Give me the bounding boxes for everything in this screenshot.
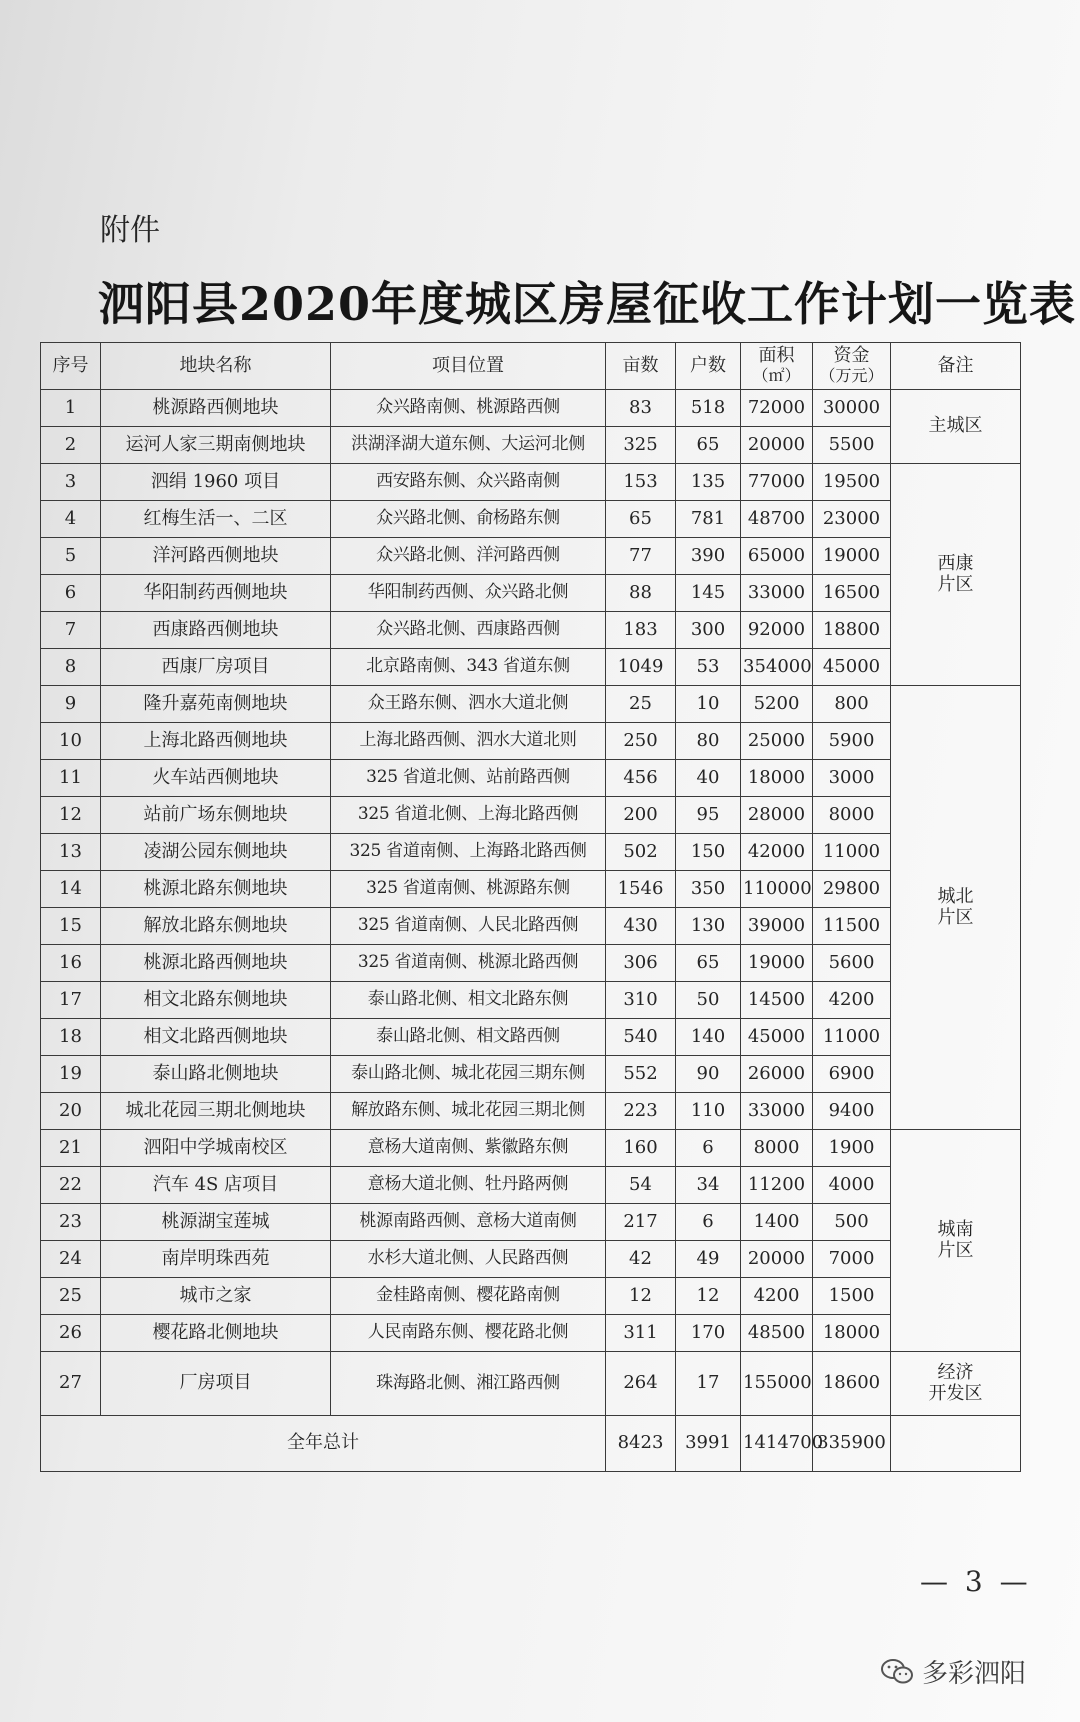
row-location: 泰山路北侧、相文路西侧 <box>331 1019 606 1056</box>
row-funds: 18000 <box>813 1315 891 1352</box>
row-funds: 16500 <box>813 575 891 612</box>
row-mu: 223 <box>606 1093 676 1130</box>
row-funds: 6900 <box>813 1056 891 1093</box>
row-plot-name: 泰山路北侧地块 <box>101 1056 331 1093</box>
table-row <box>41 1315 1021 1352</box>
row-area: 42000 <box>741 834 813 871</box>
row-households: 140 <box>676 1019 741 1056</box>
total-remark-empty <box>891 1416 1021 1472</box>
row-plot-name: 厂房项目 <box>101 1352 331 1416</box>
row-area: 155000 <box>741 1352 813 1416</box>
header-no: 序号 <box>41 343 101 390</box>
row-funds: 19000 <box>813 538 891 575</box>
row-funds: 7000 <box>813 1241 891 1278</box>
header-funds <box>813 343 891 390</box>
table-row <box>41 908 1021 945</box>
total-area: 1414700 <box>741 1416 813 1472</box>
row-location: 泰山路北侧、相文北路东侧 <box>331 982 606 1019</box>
remark-text: 开发区 <box>928 1382 983 1404</box>
row-mu: 325 <box>606 427 676 464</box>
row-households: 6 <box>676 1204 741 1241</box>
row-mu: 12 <box>606 1278 676 1315</box>
row-location: 众兴路北侧、洋河路西侧 <box>331 538 606 575</box>
remark-chengbei <box>891 686 1021 1130</box>
table-row <box>41 1093 1021 1130</box>
row-location: 泰山路北侧、城北花园三期东侧 <box>331 1056 606 1093</box>
table-row <box>41 390 1021 427</box>
row-funds: 800 <box>813 686 891 723</box>
row-households: 350 <box>676 871 741 908</box>
row-households: 95 <box>676 797 741 834</box>
row-mu: 160 <box>606 1130 676 1167</box>
row-plot-name: 相文北路东侧地块 <box>101 982 331 1019</box>
row-location: 325 省道南侧、人民北路西侧 <box>331 908 606 945</box>
row-funds: 11000 <box>813 834 891 871</box>
total-row <box>41 1416 1021 1472</box>
row-location: 意杨大道北侧、牡丹路两侧 <box>331 1167 606 1204</box>
row-area: 92000 <box>741 612 813 649</box>
row-funds: 30000 <box>813 390 891 427</box>
row-mu: 310 <box>606 982 676 1019</box>
remark-xikang <box>891 464 1021 686</box>
table-row <box>41 723 1021 760</box>
row-no: 26 <box>41 1315 101 1352</box>
row-plot-name: 凌湖公园东侧地块 <box>101 834 331 871</box>
row-plot-name: 相文北路西侧地块 <box>101 1019 331 1056</box>
table-row <box>41 1204 1021 1241</box>
row-mu: 1546 <box>606 871 676 908</box>
row-location: 西安路东侧、众兴路南侧 <box>331 464 606 501</box>
table-row <box>41 1056 1021 1093</box>
row-mu: 88 <box>606 575 676 612</box>
row-no: 27 <box>41 1352 101 1416</box>
row-mu: 502 <box>606 834 676 871</box>
row-households: 150 <box>676 834 741 871</box>
row-households: 65 <box>676 945 741 982</box>
table-row <box>41 501 1021 538</box>
row-no: 6 <box>41 575 101 612</box>
row-no: 15 <box>41 908 101 945</box>
table-row <box>41 1352 1021 1416</box>
row-mu: 77 <box>606 538 676 575</box>
row-households: 53 <box>676 649 741 686</box>
wechat-watermark <box>880 1653 1026 1690</box>
total-mu: 8423 <box>606 1416 676 1472</box>
row-area: 33000 <box>741 575 813 612</box>
total-households: 3991 <box>676 1416 741 1472</box>
row-households: 90 <box>676 1056 741 1093</box>
row-mu: 153 <box>606 464 676 501</box>
table-row <box>41 538 1021 575</box>
table-row <box>41 1019 1021 1056</box>
row-funds: 500 <box>813 1204 891 1241</box>
remark-chengnan <box>891 1130 1021 1352</box>
row-households: 17 <box>676 1352 741 1416</box>
row-no: 25 <box>41 1278 101 1315</box>
row-location: 325 省道北侧、上海北路西侧 <box>331 797 606 834</box>
row-area: 48500 <box>741 1315 813 1352</box>
row-funds: 3000 <box>813 760 891 797</box>
row-mu: 25 <box>606 686 676 723</box>
header-area-label: 面积 <box>758 345 795 367</box>
row-mu: 54 <box>606 1167 676 1204</box>
remark-text: 经济 <box>937 1361 974 1383</box>
header-households: 户数 <box>676 343 741 390</box>
row-households: 12 <box>676 1278 741 1315</box>
remark-text: 城南 <box>937 1218 974 1240</box>
table-row <box>41 612 1021 649</box>
table-row <box>41 649 1021 686</box>
row-location: 水杉大道北侧、人民路西侧 <box>331 1241 606 1278</box>
table-row <box>41 464 1021 501</box>
row-no: 13 <box>41 834 101 871</box>
row-location: 人民南路东侧、樱花路北侧 <box>331 1315 606 1352</box>
row-funds: 11000 <box>813 1019 891 1056</box>
row-no: 21 <box>41 1130 101 1167</box>
row-area: 19000 <box>741 945 813 982</box>
row-mu: 311 <box>606 1315 676 1352</box>
row-plot-name: 火车站西侧地块 <box>101 760 331 797</box>
row-area: 48700 <box>741 501 813 538</box>
row-no: 8 <box>41 649 101 686</box>
row-no: 5 <box>41 538 101 575</box>
row-area: 39000 <box>741 908 813 945</box>
row-mu: 250 <box>606 723 676 760</box>
document-title: 泗阳县2020年度城区房屋征收工作计划一览表 <box>98 277 1077 331</box>
row-funds: 5900 <box>813 723 891 760</box>
header-location: 项目位置 <box>331 343 606 390</box>
row-funds: 11500 <box>813 908 891 945</box>
row-households: 781 <box>676 501 741 538</box>
row-plot-name: 西康厂房项目 <box>101 649 331 686</box>
row-funds: 45000 <box>813 649 891 686</box>
remark-text: 片区 <box>937 906 974 928</box>
row-plot-name: 上海北路西侧地块 <box>101 723 331 760</box>
remark-main-city <box>891 390 1021 464</box>
row-location: 325 省道南侧、上海路北路西侧 <box>331 834 606 871</box>
row-no: 24 <box>41 1241 101 1278</box>
row-funds: 9400 <box>813 1093 891 1130</box>
row-funds: 4200 <box>813 982 891 1019</box>
row-area: 8000 <box>741 1130 813 1167</box>
row-location: 华阳制药西侧、众兴路北侧 <box>331 575 606 612</box>
header-funds-label: 资金 <box>833 345 870 367</box>
remark-economic-zone <box>891 1352 1021 1416</box>
row-location: 众兴路北侧、西康路西侧 <box>331 612 606 649</box>
watermark-text: 多彩泗阳 <box>922 1659 1027 1689</box>
header-funds-unit: （万元） <box>819 366 884 386</box>
row-households: 130 <box>676 908 741 945</box>
remark-text: 主城区 <box>928 415 983 437</box>
row-no: 7 <box>41 612 101 649</box>
row-no: 10 <box>41 723 101 760</box>
remark-text: 西康 <box>937 552 974 574</box>
row-plot-name: 桃源北路东侧地块 <box>101 871 331 908</box>
row-plot-name: 西康路西侧地块 <box>101 612 331 649</box>
row-funds: 5500 <box>813 427 891 464</box>
row-location: 珠海路北侧、湘江路西侧 <box>331 1352 606 1416</box>
table-row <box>41 982 1021 1019</box>
table-row <box>41 945 1021 982</box>
row-area: 26000 <box>741 1056 813 1093</box>
row-location: 意杨大道南侧、紫徽路东侧 <box>331 1130 606 1167</box>
table-header-row <box>41 343 1021 390</box>
row-location: 桃源南路西侧、意杨大道南侧 <box>331 1204 606 1241</box>
row-area: 354000 <box>741 649 813 686</box>
table-row <box>41 1278 1021 1315</box>
row-location: 众兴路南侧、桃源路西侧 <box>331 390 606 427</box>
row-households: 40 <box>676 760 741 797</box>
row-plot-name: 泗阳中学城南校区 <box>101 1130 331 1167</box>
row-area: 20000 <box>741 1241 813 1278</box>
row-plot-name: 洋河路西侧地块 <box>101 538 331 575</box>
row-households: 65 <box>676 427 741 464</box>
row-location: 上海北路西侧、泗水大道北则 <box>331 723 606 760</box>
row-plot-name: 华阳制药西侧地块 <box>101 575 331 612</box>
table-row <box>41 834 1021 871</box>
table-row <box>41 1130 1021 1167</box>
row-plot-name: 站前广场东侧地块 <box>101 797 331 834</box>
row-area: 11200 <box>741 1167 813 1204</box>
row-households: 80 <box>676 723 741 760</box>
header-area-unit: （㎡） <box>752 366 801 386</box>
row-mu: 430 <box>606 908 676 945</box>
row-no: 22 <box>41 1167 101 1204</box>
row-area: 72000 <box>741 390 813 427</box>
row-households: 135 <box>676 464 741 501</box>
row-mu: 456 <box>606 760 676 797</box>
row-area: 5200 <box>741 686 813 723</box>
table-row <box>41 427 1021 464</box>
row-plot-name: 城北花园三期北侧地块 <box>101 1093 331 1130</box>
row-funds: 1900 <box>813 1130 891 1167</box>
row-plot-name: 桃源湖宝莲城 <box>101 1204 331 1241</box>
table-row <box>41 871 1021 908</box>
row-no: 19 <box>41 1056 101 1093</box>
row-no: 20 <box>41 1093 101 1130</box>
row-no: 12 <box>41 797 101 834</box>
row-no: 3 <box>41 464 101 501</box>
table-row <box>41 760 1021 797</box>
row-mu: 200 <box>606 797 676 834</box>
row-plot-name: 运河人家三期南侧地块 <box>101 427 331 464</box>
row-plot-name: 桃源路西侧地块 <box>101 390 331 427</box>
row-no: 11 <box>41 760 101 797</box>
row-area: 33000 <box>741 1093 813 1130</box>
row-households: 34 <box>676 1167 741 1204</box>
row-location: 325 省道北侧、站前路西侧 <box>331 760 606 797</box>
expropriation-plan-table <box>40 342 1021 1472</box>
row-area: 45000 <box>741 1019 813 1056</box>
row-location: 北京路南侧、343 省道东侧 <box>331 649 606 686</box>
row-funds: 19500 <box>813 464 891 501</box>
row-households: 170 <box>676 1315 741 1352</box>
row-plot-name: 泗绢 1960 项目 <box>101 464 331 501</box>
row-mu: 306 <box>606 945 676 982</box>
row-no: 16 <box>41 945 101 982</box>
row-mu: 552 <box>606 1056 676 1093</box>
remark-text: 片区 <box>937 1239 974 1261</box>
header-mu: 亩数 <box>606 343 676 390</box>
row-plot-name: 樱花路北侧地块 <box>101 1315 331 1352</box>
row-location: 325 省道南侧、桃源北路西侧 <box>331 945 606 982</box>
row-funds: 18600 <box>813 1352 891 1416</box>
row-households: 50 <box>676 982 741 1019</box>
row-mu: 264 <box>606 1352 676 1416</box>
row-no: 9 <box>41 686 101 723</box>
row-area: 18000 <box>741 760 813 797</box>
row-households: 300 <box>676 612 741 649</box>
row-funds: 5600 <box>813 945 891 982</box>
row-area: 110000 <box>741 871 813 908</box>
row-plot-name: 桃源北路西侧地块 <box>101 945 331 982</box>
row-households: 110 <box>676 1093 741 1130</box>
remark-text: 片区 <box>937 573 974 595</box>
row-location: 解放路东侧、城北花园三期北侧 <box>331 1093 606 1130</box>
row-mu: 217 <box>606 1204 676 1241</box>
row-area: 4200 <box>741 1278 813 1315</box>
row-plot-name: 解放北路东侧地块 <box>101 908 331 945</box>
row-households: 10 <box>676 686 741 723</box>
table-row <box>41 686 1021 723</box>
total-label: 全年总计 <box>41 1416 606 1472</box>
row-mu: 540 <box>606 1019 676 1056</box>
row-no: 17 <box>41 982 101 1019</box>
row-area: 25000 <box>741 723 813 760</box>
row-area: 77000 <box>741 464 813 501</box>
row-households: 518 <box>676 390 741 427</box>
row-location: 洪湖泽湖大道东侧、大运河北侧 <box>331 427 606 464</box>
row-funds: 29800 <box>813 871 891 908</box>
row-funds: 8000 <box>813 797 891 834</box>
row-funds: 18800 <box>813 612 891 649</box>
header-plot-name: 地块名称 <box>101 343 331 390</box>
row-plot-name: 城市之家 <box>101 1278 331 1315</box>
row-no: 18 <box>41 1019 101 1056</box>
row-mu: 183 <box>606 612 676 649</box>
row-households: 390 <box>676 538 741 575</box>
row-mu: 65 <box>606 501 676 538</box>
total-funds: 335900 <box>813 1416 891 1472</box>
row-location: 金桂路南侧、樱花路南侧 <box>331 1278 606 1315</box>
row-no: 4 <box>41 501 101 538</box>
row-funds: 23000 <box>813 501 891 538</box>
row-no: 1 <box>41 390 101 427</box>
row-plot-name: 南岸明珠西苑 <box>101 1241 331 1278</box>
table-row <box>41 1241 1021 1278</box>
attachment-label: 附件 <box>100 213 160 248</box>
row-area: 14500 <box>741 982 813 1019</box>
row-mu: 83 <box>606 390 676 427</box>
row-location: 众王路东侧、泗水大道北侧 <box>331 686 606 723</box>
table-row <box>41 575 1021 612</box>
row-area: 28000 <box>741 797 813 834</box>
row-households: 6 <box>676 1130 741 1167</box>
row-plot-name: 汽车 4S 店项目 <box>101 1167 331 1204</box>
row-households: 49 <box>676 1241 741 1278</box>
row-no: 23 <box>41 1204 101 1241</box>
table-body <box>41 390 1021 1472</box>
row-households: 145 <box>676 575 741 612</box>
row-area: 20000 <box>741 427 813 464</box>
row-area: 65000 <box>741 538 813 575</box>
row-no: 2 <box>41 427 101 464</box>
row-location: 众兴路北侧、俞杨路东侧 <box>331 501 606 538</box>
table-row <box>41 797 1021 834</box>
row-funds: 4000 <box>813 1167 891 1204</box>
row-mu: 1049 <box>606 649 676 686</box>
row-plot-name: 红梅生活一、二区 <box>101 501 331 538</box>
row-plot-name: 隆升嘉苑南侧地块 <box>101 686 331 723</box>
row-funds: 1500 <box>813 1278 891 1315</box>
row-no: 14 <box>41 871 101 908</box>
row-location: 325 省道南侧、桃源路东侧 <box>331 871 606 908</box>
wechat-icon <box>880 1658 914 1686</box>
row-mu: 42 <box>606 1241 676 1278</box>
row-area: 1400 <box>741 1204 813 1241</box>
remark-text: 城北 <box>937 885 974 907</box>
header-remarks: 备注 <box>891 343 1021 390</box>
header-area <box>741 343 813 390</box>
page-number: — 3 — <box>920 1565 1032 1598</box>
table-row <box>41 1167 1021 1204</box>
